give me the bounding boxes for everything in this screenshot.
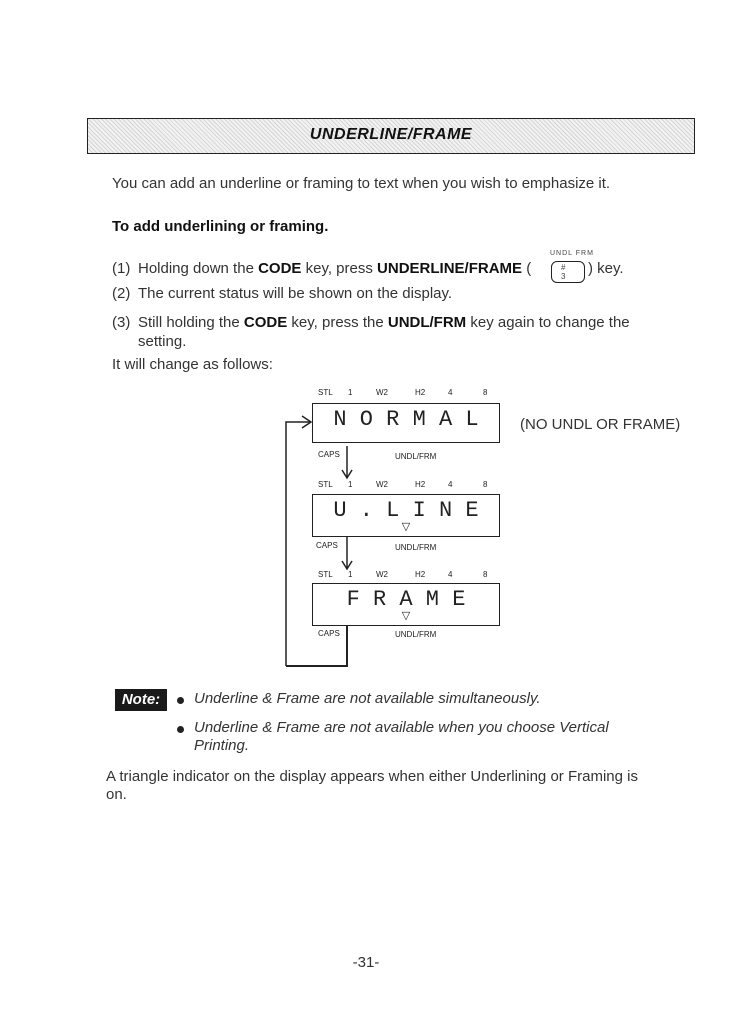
keycap-symbol-three: 3 xyxy=(561,272,566,281)
indicator-stl: STL xyxy=(318,388,333,397)
undl-frm-key-label: UNDL/FRM xyxy=(387,314,467,331)
indicator-4: 4 xyxy=(448,388,453,397)
indicator-8: 8 xyxy=(483,570,488,579)
indicator-stl: STL xyxy=(318,480,333,489)
step-text: Holding down the xyxy=(138,260,259,277)
note-badge: Note: xyxy=(115,689,167,711)
step-1-end: ) key. xyxy=(588,260,624,277)
triangle-indicator-icon: ▽ xyxy=(401,521,411,533)
indicator-1: 1 xyxy=(348,388,353,397)
caps-label: CAPS xyxy=(318,450,340,459)
indicator-4: 4 xyxy=(448,570,453,579)
code-key-label: CODE xyxy=(258,260,302,277)
keycap-top-label: UNDL FRM xyxy=(550,250,594,257)
step-text: ( xyxy=(522,260,532,277)
indicator-4: 4 xyxy=(448,480,453,489)
step-3 xyxy=(112,314,630,331)
page-number: -31- xyxy=(352,954,380,971)
step-text: key, press the xyxy=(287,314,388,331)
indicator-row xyxy=(318,480,498,492)
step-number: (1) xyxy=(112,260,131,277)
step-number: (2) xyxy=(112,285,131,302)
step-text: key again to change the xyxy=(466,314,630,331)
undl-frm-label: UNDL/FRM xyxy=(395,543,437,552)
intro-text: You can add an underline or framing to text when you wish to emphasize it. xyxy=(112,175,611,192)
step-3-line-2: setting. xyxy=(138,333,187,350)
indicator-h2: H2 xyxy=(415,480,426,489)
indicator-row xyxy=(318,388,498,400)
indicator-w2: W2 xyxy=(376,480,388,489)
bullet-icon xyxy=(177,697,184,704)
indicator-w2: W2 xyxy=(376,570,388,579)
footer-line-2: on. xyxy=(106,786,127,803)
step-text: The current status will be shown on the display. xyxy=(138,285,453,302)
display-caption: (NO UNDL OR FRAME) xyxy=(520,416,681,433)
note-1: Underline & Frame are not available simultaneously. xyxy=(194,690,541,707)
display-frame xyxy=(312,583,500,626)
section-title-bar xyxy=(87,118,695,154)
caps-label: CAPS xyxy=(316,541,338,550)
indicator-h2: H2 xyxy=(415,570,426,579)
undl-frm-label: UNDL/FRM xyxy=(395,630,437,639)
indicator-8: 8 xyxy=(483,480,488,489)
indicator-stl: STL xyxy=(318,570,333,579)
display-text: F R A M E xyxy=(346,587,466,612)
indicator-1: 1 xyxy=(348,570,353,579)
display-underline xyxy=(312,494,500,537)
keycap-symbol-hash: # xyxy=(561,263,566,272)
indicator-h2: H2 xyxy=(415,388,426,397)
loop-line-vertical xyxy=(346,626,348,666)
indicator-8: 8 xyxy=(483,388,488,397)
down-arrow-icon xyxy=(340,537,354,571)
note-2-line-2: Printing. xyxy=(194,737,250,754)
undl-frm-label: UNDL/FRM xyxy=(395,452,437,461)
undl-frm-keycap-icon xyxy=(551,261,585,283)
bullet-icon xyxy=(177,726,184,733)
display-text: U . L I N E xyxy=(333,498,479,523)
indicator-row xyxy=(318,570,498,582)
step-1 xyxy=(112,260,531,277)
step-text: Still holding the xyxy=(138,314,244,331)
code-key-label: CODE xyxy=(243,314,288,331)
note-2: Underline & Frame are not available when you choose Vertical xyxy=(194,719,609,736)
step-2 xyxy=(112,285,452,302)
footer-line-1: A triangle indicator on the display appears when either Underlining or Framing is xyxy=(106,768,638,785)
down-arrow-icon xyxy=(340,446,354,480)
underline-frame-key-label: UNDERLINE/FRAME xyxy=(377,260,523,277)
loop-line-horizontal xyxy=(286,665,348,667)
display-text: N O R M A L xyxy=(333,407,479,432)
indicator-1: 1 xyxy=(348,480,353,489)
subheading: To add underlining or framing. xyxy=(112,218,329,235)
caps-label: CAPS xyxy=(318,629,340,638)
step-text: key, press xyxy=(301,260,378,277)
change-text: It will change as follows: xyxy=(112,356,273,373)
triangle-indicator-icon: ▽ xyxy=(401,610,411,622)
step-number: (3) xyxy=(112,314,131,331)
section-title: UNDERLINE/FRAME xyxy=(309,126,473,143)
loop-arrow-icon xyxy=(284,410,314,666)
display-normal xyxy=(312,403,500,443)
indicator-w2: W2 xyxy=(376,388,388,397)
